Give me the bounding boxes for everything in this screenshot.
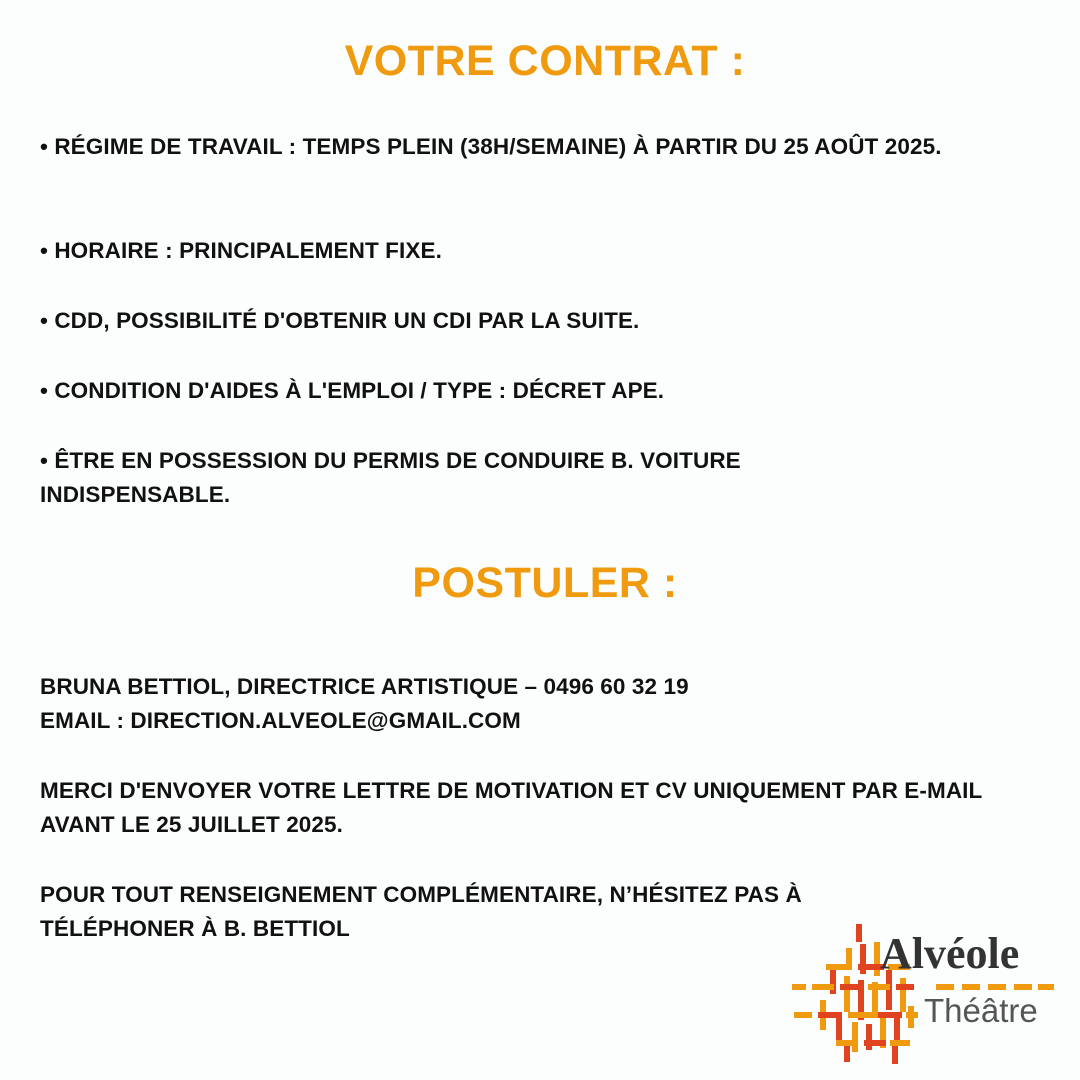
contract-item-cdd: • CDD, POSSIBILITÉ D'OBTENIR UN CDI PAR LA SUITE. (40, 308, 640, 333)
contract-item-permis: • ÊTRE EN POSSESSION DU PERMIS DE CONDUIRE B. VOITURE INDISPENSABLE. (40, 448, 741, 507)
info-text: POUR TOUT RENSEIGNEMENT COMPLÉMENTAIRE, N’HÉSITEZ PAS À TÉLÉPHONER À B. BETTIOL (40, 882, 802, 941)
contract-item-horaire: • HORAIRE : PRINCIPALEMENT FIXE. (40, 238, 442, 263)
contract-item-aides: • CONDITION D'AIDES À L'EMPLOI / TYPE : DÉCRET APE. (40, 378, 665, 403)
instructions-text: MERCI D'ENVOYER VOTRE LETTRE DE MOTIVATION ET CV UNIQUEMENT PAR E-MAIL AVANT LE 25 JUILLET 2025. (40, 778, 982, 837)
logo-name-line2: Théâtre (924, 992, 1038, 1029)
email-line[interactable]: EMAIL : DIRECTION.ALVEOLE@GMAIL.COM (40, 708, 521, 733)
apply-title: POSTULER : (412, 559, 678, 607)
contact-block (40, 670, 1050, 738)
alveole-theatre-logo (786, 918, 1060, 1070)
contract-title: VOTRE CONTRAT : (344, 37, 746, 85)
contact-line: BRUNA BETTIOL, DIRECTRICE ARTISTIQUE – 0496 60 32 19 (40, 674, 689, 699)
contract-item-regime: • RÉGIME DE TRAVAIL : TEMPS PLEIN (38H/SEMAINE) À PARTIR DU 25 AOÛT 2025. (40, 134, 942, 159)
logo-name-line1: Alvéole (880, 929, 1020, 978)
